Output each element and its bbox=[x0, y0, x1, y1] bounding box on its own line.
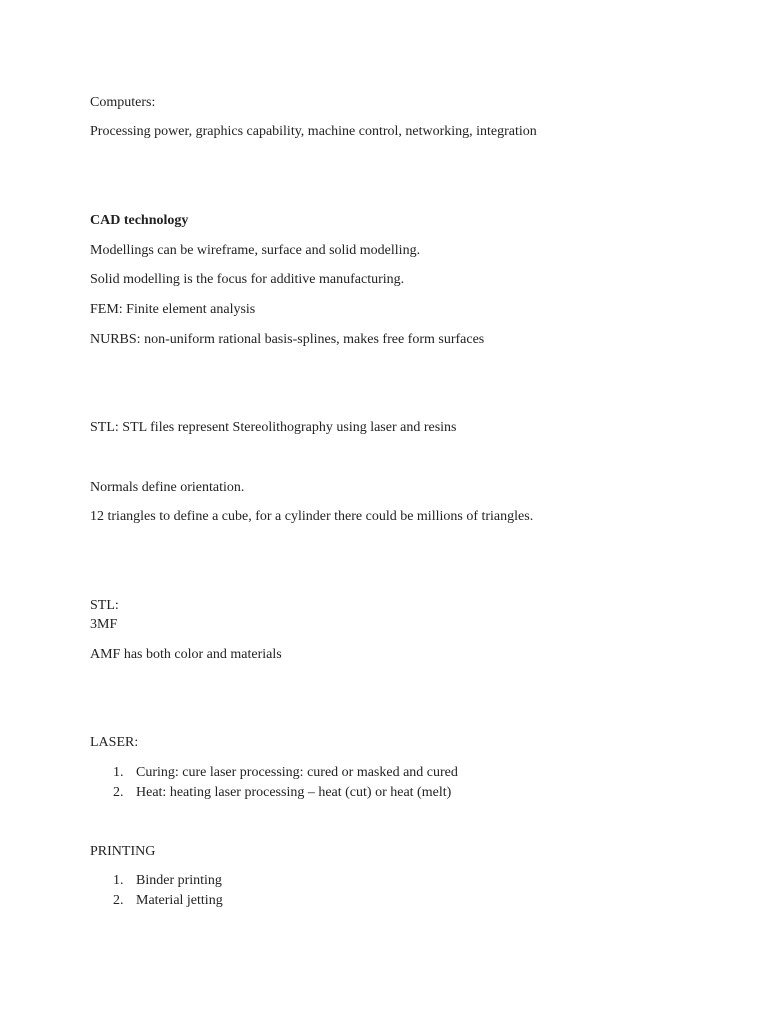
stl-text: STL: STL files represent Stereolithography using laser and resins bbox=[90, 420, 457, 435]
cad-line-fem: FEM: Finite element analysis bbox=[90, 302, 256, 317]
list-number: 2. bbox=[113, 785, 124, 800]
cad-line-solid: Solid modelling is the focus for additive manufacturing. bbox=[90, 272, 405, 287]
list-number: 1. bbox=[113, 765, 124, 780]
format-stl: STL: bbox=[90, 598, 119, 613]
computers-text: Processing power, graphics capability, machine control, networking, integration bbox=[90, 124, 537, 139]
format-3mf: 3MF bbox=[90, 617, 118, 632]
list-text: Heat: heating laser processing – heat (cut) or heat (melt) bbox=[136, 785, 452, 800]
cad-line-nurbs: NURBS: non-uniform rational basis-splines, makes free form surfaces bbox=[90, 332, 485, 347]
cad-line-wireframe: Modellings can be wireframe, surface and solid modelling. bbox=[90, 243, 421, 258]
format-amf: AMF has both color and materials bbox=[90, 647, 282, 662]
list-text: Material jetting bbox=[136, 893, 223, 908]
normals-text: Normals define orientation. bbox=[90, 480, 245, 495]
list-text: Curing: cure laser processing: cured or masked and cured bbox=[136, 765, 458, 780]
list-number: 1. bbox=[113, 873, 124, 888]
computers-heading: Computers: bbox=[90, 95, 156, 110]
cad-heading: CAD technology bbox=[90, 213, 189, 228]
list-text: Binder printing bbox=[136, 873, 222, 888]
laser-heading: LASER: bbox=[90, 735, 139, 750]
printing-heading: PRINTING bbox=[90, 844, 156, 859]
triangles-text: 12 triangles to define a cube, for a cylinder there could be millions of triangles. bbox=[90, 509, 534, 524]
list-number: 2. bbox=[113, 893, 124, 908]
